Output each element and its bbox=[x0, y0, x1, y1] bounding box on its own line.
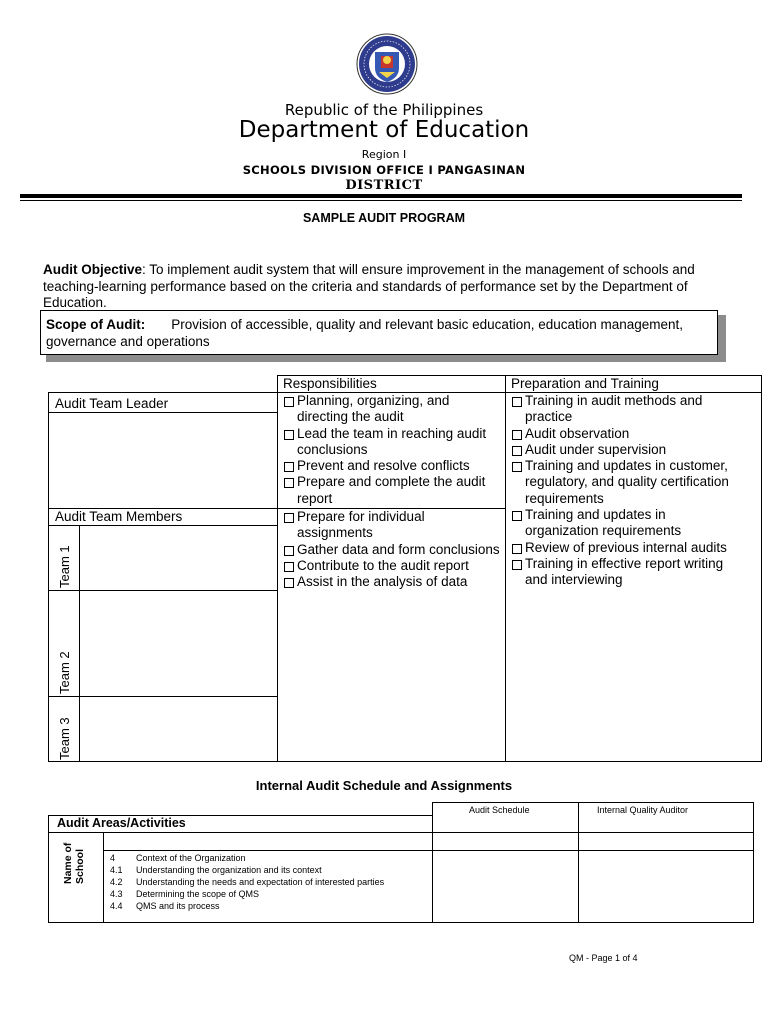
team-leader-label: Audit Team Leader bbox=[55, 396, 169, 411]
scope-text: Provision of accessible, quality and relevant basic education, education management, governance and operations bbox=[46, 317, 684, 349]
header-rule bbox=[20, 194, 742, 198]
team-1-label: Team 1 bbox=[57, 545, 72, 588]
checklist-item: Assist in the analysis of data bbox=[283, 574, 501, 590]
clause-number: 4 bbox=[110, 853, 116, 863]
audit-areas-header: Audit Areas/Activities bbox=[57, 816, 186, 830]
district-line: DISTRICT bbox=[345, 178, 423, 193]
checklist-item: Training and updates in customer, regulatory, and quality certification requirements bbox=[511, 458, 729, 507]
checklist-item: Gather data and form conclusions bbox=[283, 542, 501, 558]
header-rule-thin bbox=[20, 200, 742, 201]
republic-line: Republic of the Philippines bbox=[284, 101, 484, 119]
scope-label: Scope of Audit: bbox=[46, 317, 146, 332]
page-title: SAMPLE AUDIT PROGRAM bbox=[302, 211, 466, 225]
objective-text: : To implement audit system that will ensure improvement in the management of schools and teaching-learning performance based on the criteria and standards of performance set by the Department of Education. bbox=[43, 262, 695, 310]
checklist-item: Training in audit methods and practice bbox=[511, 393, 729, 426]
checklist-item: Audit under supervision bbox=[511, 442, 729, 458]
checklist-item: Prevent and resolve conflicts bbox=[283, 458, 501, 474]
scope-box bbox=[40, 310, 718, 355]
member-responsibilities bbox=[283, 509, 501, 590]
leader-responsibilities bbox=[283, 393, 501, 507]
audit-objective bbox=[43, 262, 728, 312]
clause-text: Understanding the needs and expectation of interested parties bbox=[136, 877, 385, 887]
clause-item bbox=[110, 852, 430, 864]
clause-text: QMS and its process bbox=[136, 901, 220, 911]
checklist-item: Prepare and complete the audit report bbox=[283, 474, 501, 507]
team-3-label: Team 3 bbox=[57, 717, 72, 760]
department-name: Department of Education bbox=[238, 117, 530, 143]
checklist-item: Contribute to the audit report bbox=[283, 558, 501, 574]
region-line: Region I bbox=[361, 148, 407, 161]
clause-text: Determining the scope of QMS bbox=[136, 889, 260, 899]
objective-label: Audit Objective bbox=[43, 262, 143, 277]
clause-item bbox=[110, 864, 430, 876]
preparation-header: Preparation and Training bbox=[511, 376, 659, 391]
checklist-item: Training and updates in organization requirements bbox=[511, 507, 729, 540]
checklist-item: Review of previous internal audits bbox=[511, 540, 729, 556]
checklist-item: Audit observation bbox=[511, 426, 729, 442]
clause-item bbox=[110, 900, 430, 912]
clause-number: 4.1 bbox=[110, 865, 123, 875]
division-office: SCHOOLS DIVISION OFFICE I PANGASINAN bbox=[242, 163, 526, 177]
clause-text: Context of the Organization bbox=[136, 853, 246, 863]
team-members-label: Audit Team Members bbox=[55, 509, 183, 524]
responsibilities-header: Responsibilities bbox=[283, 376, 377, 391]
team-2-label: Team 2 bbox=[57, 651, 72, 694]
checklist-item: Training in effective report writing and interviewing bbox=[511, 556, 729, 589]
audit-schedule-header: Audit Schedule bbox=[469, 805, 530, 815]
checklist-item: Prepare for individual assignments bbox=[283, 509, 501, 542]
schedule-title: Internal Audit Schedule and Assignments bbox=[255, 778, 513, 793]
clause-list bbox=[110, 852, 430, 912]
checklist-item: Planning, organizing, and directing the audit bbox=[283, 393, 501, 426]
clause-item bbox=[110, 876, 430, 888]
deped-seal bbox=[356, 26, 418, 102]
clause-number: 4.3 bbox=[110, 889, 123, 899]
auditor-header: Internal Quality Auditor bbox=[597, 805, 689, 815]
page-footer: QM - Page 1 of 4 bbox=[569, 953, 638, 963]
clause-number: 4.4 bbox=[110, 901, 123, 911]
name-of-school-label: Name of School bbox=[62, 842, 86, 884]
checklist-item: Lead the team in reaching audit conclusions bbox=[283, 426, 501, 459]
preparation-training-list bbox=[511, 393, 729, 589]
clause-item bbox=[110, 888, 430, 900]
clause-text: Understanding the organization and its context bbox=[136, 865, 322, 875]
clause-number: 4.2 bbox=[110, 877, 123, 887]
